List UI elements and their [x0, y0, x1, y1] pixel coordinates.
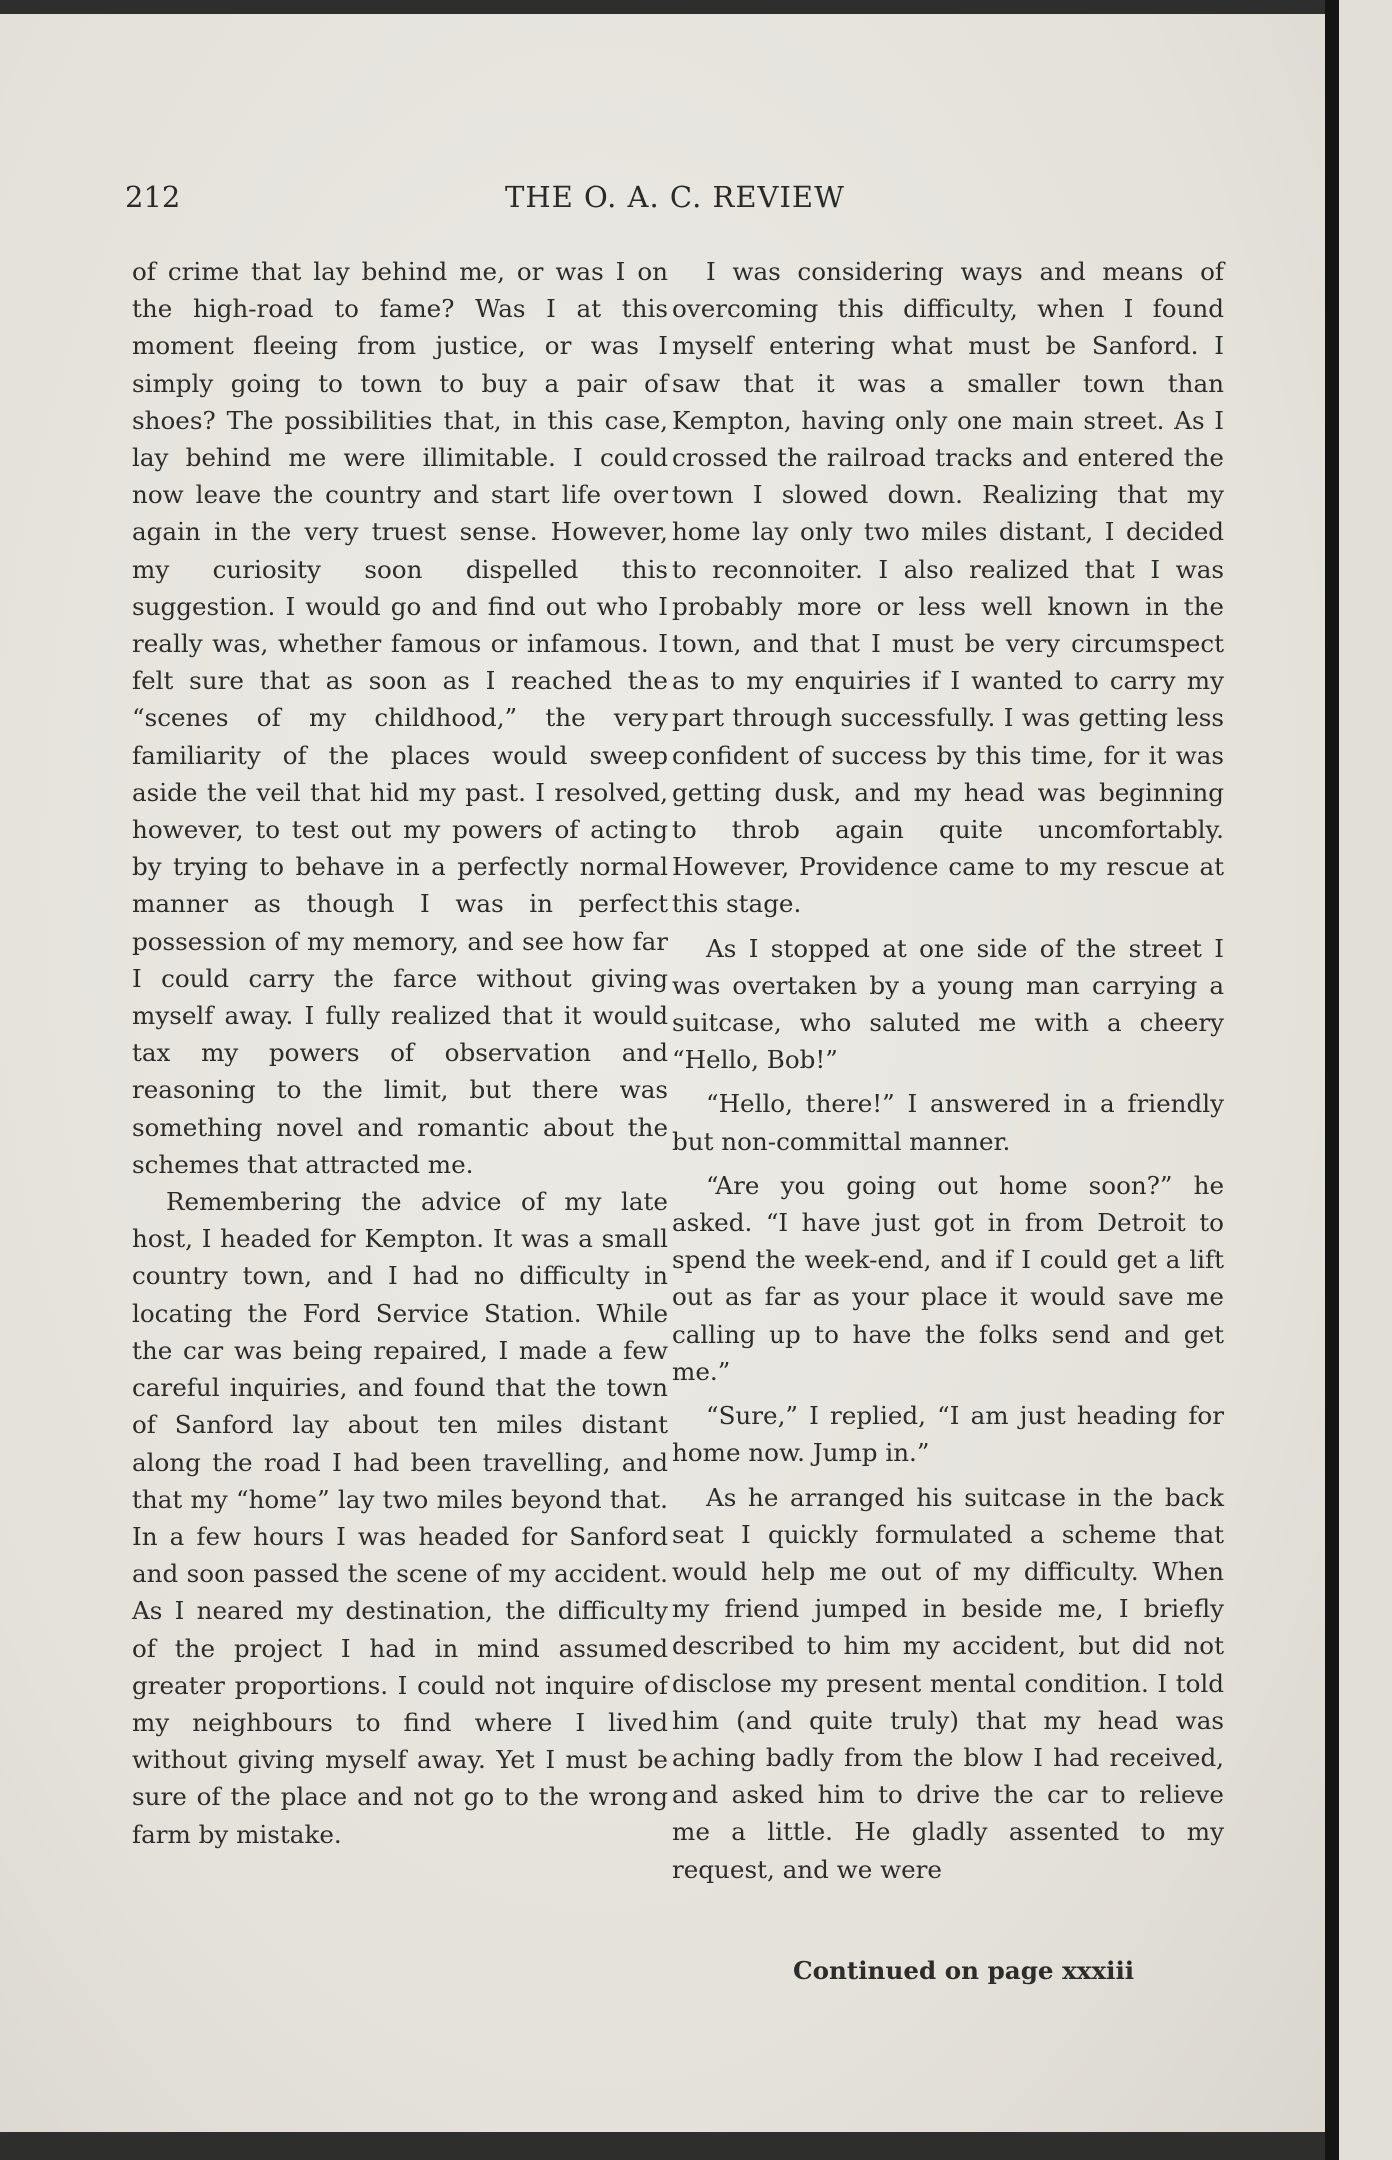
page-header — [125, 180, 1205, 224]
paragraph: of crime that lay behind me, or was I on the high-road to fame? Was I at this moment fleeing from justice, or was I simply going to town to buy a pair of shoes? The possibilities that, in this case, lay behind me were illimitable. I could now leave the country and start life over again in the very truest sense. However, my curiosity soon dispelled this suggestion. I would go and find out who I really was, whether famous or infamous. I felt sure that as soon as I reached the “scenes of my childhood,” the very familiarity of the places would sweep aside the veil that hid my past. I resolved, however, to test out my powers of acting by trying to behave in a perfectly normal manner as though I was in perfect possession of my memory, and see how far I could carry the farce without giving myself away. I fully realized that it would tax my powers of observation and reasoning to the limit, but there was something novel and romantic about the schemes that attracted me. — [132, 257, 668, 1179]
book-spine-shadow — [1325, 0, 1339, 2160]
page-number: 212 — [125, 180, 181, 214]
running-head: THE O. A. C. REVIEW — [505, 180, 845, 214]
continued-note: Continued on page xxxiii — [793, 1956, 1135, 1985]
paragraph: “Are you going out home soon?” he asked. “I have just got in from Detroit to spend the week-end, and if I could get a lift out as far as your place it would save me calling up to have the folks send and get me.” — [672, 1170, 1224, 1386]
facing-page-edge — [1339, 0, 1392, 2160]
paragraph: As I stopped at one side of the street I was overtaken by a young man carrying a suitcase, who saluted me with a cheery “Hello, Bob!” — [672, 933, 1224, 1075]
paragraph: “Hello, there!” I answered in a friendly but non-committal manner. — [672, 1089, 1224, 1156]
paragraph: As he arranged his suitcase in the back seat I quickly formulated a scheme that would help me out of my difficulty. When my friend jumped in beside me, I briefly described to him my accident, but did not disclose my present mental condition. I told him (and quite truly) that my head was aching badly from the blow I had received, and asked him to drive the car to relieve me a little. He gladly assented to my request, and we were — [672, 1482, 1224, 1884]
left-column — [132, 253, 668, 1853]
paragraph: “Sure,” I replied, “I am just heading for home now. Jump in.” — [672, 1401, 1224, 1468]
paragraph: Remembering the advice of my late host, I headed for Kempton. It was a small country town, and I had no difficulty in locating the Ford Service Station. While the car was being repaired, I made a few careful inquiries, and found that the town of Sanford lay about ten miles distant along the road I had been travelling, and that my “home” lay two miles beyond that. In a few hours I was headed for Sanford and soon passed the scene of my accident. As I neared my destination, the difficulty of the project I had in mind assumed greater proportions. I could not inquire of my neighbours to find where I lived without giving myself away. Yet I must be sure of the place and not go to the wrong farm by mistake. — [132, 1187, 668, 1849]
right-column — [672, 253, 1224, 1888]
paragraph: I was considering ways and means of overcoming this difficulty, when I found myself entering what must be Sanford. I saw that it was a smaller town than Kempton, having only one main street. As I crossed the railroad tracks and entered the town I slowed down. Realizing that my home lay only two miles distant, I decided to reconnoiter. I also realized that I was probably more or less well known in the town, and that I must be very circumspect as to my enquiries if I wanted to carry my part through successfully. I was getting less confident of success by this time, for it was getting dusk, and my head was beginning to throb again quite uncomfortably. However, Providence came to my rescue at this stage. — [672, 257, 1224, 919]
